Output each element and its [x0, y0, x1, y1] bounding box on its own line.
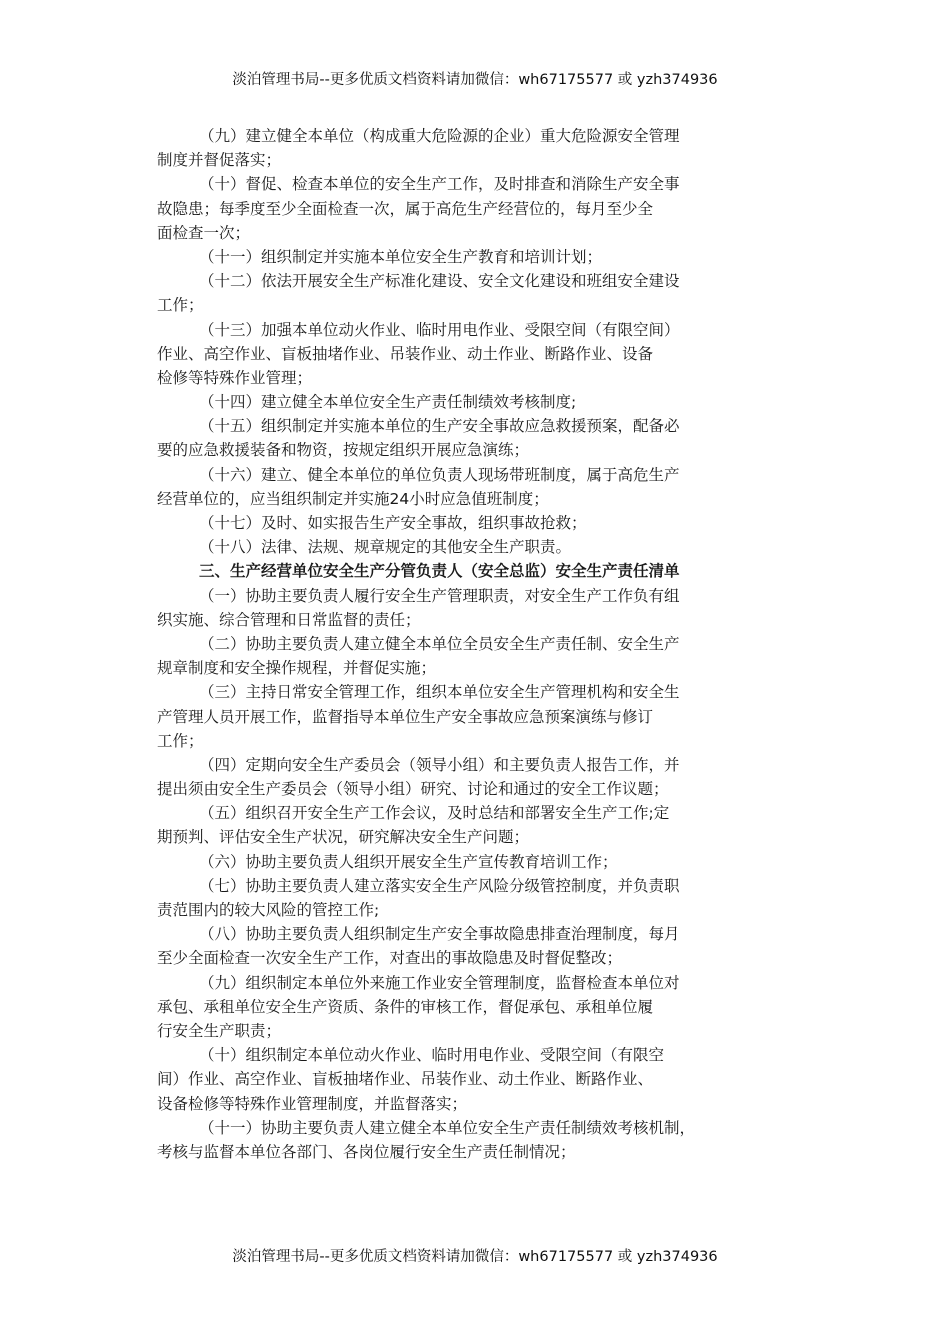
paragraph-line: （十）督促、检查本单位的安全生产工作，及时排查和消除生产安全事 [199, 175, 680, 194]
paragraph-line: （十七）及时、如实报告生产安全事故，组织事故抢救； [199, 514, 587, 532]
paragraph-line: 工作； [157, 296, 204, 315]
paragraph-line: （十）组织制定本单位动火作业、临时用电作业、受限空间（有限空 [199, 1046, 665, 1065]
paragraph-line: （十八）法律、法规、规章规定的其他安全生产职责。 [199, 538, 572, 557]
paragraph-line: （四）定期向安全生产委员会（领导小组）和主要负责人报告工作，并 [199, 755, 680, 774]
paragraph-line: 责范围内的较大风险的管控工作; [157, 901, 380, 919]
paragraph-line: （七）协助主要负责人建立落实安全生产风险分级管控制度，并负责职 [199, 876, 680, 895]
paragraph-line: 考核与监督本单位各部门、各岗位履行安全生产责任制情况； [157, 1142, 576, 1161]
paragraph-line: （八）协助主要负责人组织制定生产安全事故隐患排查治理制度，每月 [199, 925, 680, 944]
paragraph-line: 承包、承租单位安全生产资质、条件的审核工作，督促承包、承租单位履 [157, 997, 654, 1016]
paragraph-line: （十二）依法开展安全生产标准化建设、安全文化建设和班组安全建设 [199, 272, 680, 291]
paragraph-line: 故隐患；每季度至少全面检查一次，属于高危生产经营位的，每月至少全 [157, 199, 654, 218]
paragraph-line: （十三）加强本单位动火作业、临时用电作业、受限空间（有限空间） [199, 320, 680, 339]
paragraph-line: 作业、高空作业、盲板抽堵作业、吊装作业、动土作业、断路作业、设备 [157, 344, 654, 363]
paragraph-line: 工作； [157, 731, 204, 750]
paragraph-line: 产管理人员开展工作，监督指导本单位生产安全事故应急预案演练与修订 [157, 707, 654, 726]
paragraph-line: 规章制度和安全操作规程，并督促实施； [157, 659, 437, 678]
paragraph-line: 制度并督促落实； [157, 151, 282, 170]
paragraph-line: （六）协助主要负责人组织开展安全生产宣传教育培训工作； [199, 852, 618, 871]
paragraph-line: 经营单位的，应当组织制定并实施24小时应急值班制度； [157, 489, 549, 508]
paragraph-line: 要的应急救援装备和物资，按规定组织开展应急演练； [157, 441, 530, 460]
paragraph-line: （二）协助主要负责人建立健全本单位全员安全生产责任制、安全生产 [199, 634, 680, 653]
paragraph-line: （十四）建立健全本单位安全生产责任制绩效考核制度; [199, 393, 577, 412]
page-footer: 淡泊管理书局--更多优质文档资料请加微信：wh67175577 或 yzh374936 [232, 1249, 718, 1265]
paragraph-line: （九）组织制定本单位外来施工作业安全管理制度，监督检查本单位对 [199, 973, 680, 992]
paragraph-line: （九）建立健全本单位（构成重大危险源的企业）重大危险源安全管理 [199, 127, 680, 145]
paragraph-line: 行安全生产职责； [157, 1021, 282, 1040]
paragraph-line: （五）组织召开安全生产工作会议，及时总结和部署安全生产工作;定 [199, 804, 670, 823]
paragraph-line: （十一）组织制定并实施本单位安全生产教育和培训计划； [199, 247, 603, 266]
paragraph-line: 提出须由安全生产委员会（领导小组）研究、讨论和通过的安全工作议题； [157, 780, 669, 799]
page-header: 淡泊管理书局--更多优质文档资料请加微信：wh67175577 或 yzh374936 [232, 72, 718, 88]
paragraph-line: 间）作业、高空作业、盲板抽堵作业、吊装作业、动土作业、断路作业、 [157, 1070, 654, 1089]
paragraph-line: 检修等特殊作业管理； [157, 368, 313, 387]
paragraph-line: 期预判、评估安全生产状况，研究解决安全生产问题； [157, 828, 530, 847]
document-body [157, 124, 803, 1164]
paragraph-line: 设备检修等特殊作业管理制度，并监督落实； [157, 1094, 468, 1113]
paragraph-line: 织实施、综合管理和日常监督的责任； [157, 610, 421, 629]
paragraph-line: （一）协助主要负责人履行安全生产管理职责，对安全生产工作负有组 [199, 586, 680, 605]
paragraph-line: （三）主持日常安全管理工作，组织本单位安全生产管理机构和安全生 [199, 683, 680, 702]
paragraph-line: （十一）协助主要负责人建立健全本单位安全生产责任制绩效考核机制， [199, 1118, 696, 1137]
paragraph-line: （十六）建立、健全本单位的单位负责人现场带班制度，属于高危生产 [199, 465, 680, 484]
section-heading: 三、生产经营单位安全生产分管负责人（安全总监）安全生产责任清单 [199, 562, 680, 581]
paragraph-line: （十五）组织制定并实施本单位的生产安全事故应急救援预案，配备必 [199, 417, 680, 436]
paragraph-line: 面检查一次； [157, 223, 251, 242]
paragraph-line: 至少全面检查一次安全生产工作，对查出的事故隐患及时督促整改； [157, 949, 623, 968]
